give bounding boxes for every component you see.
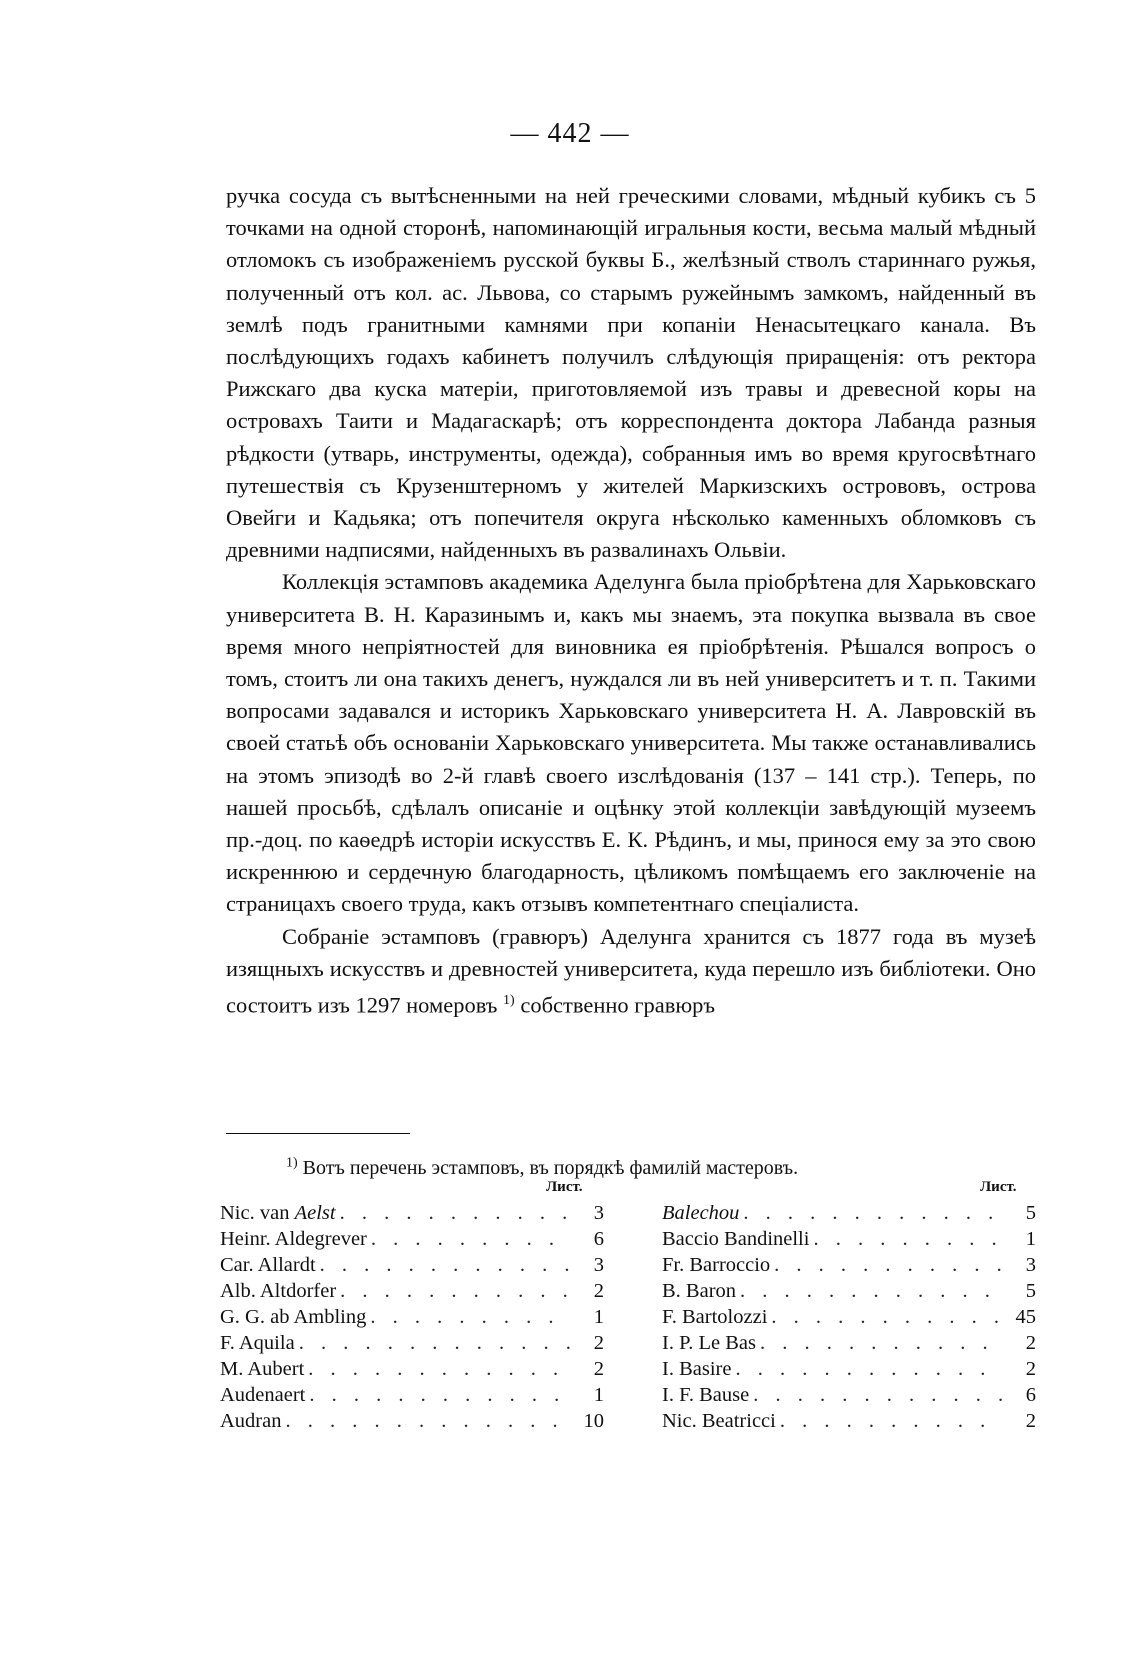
engraver-name xyxy=(662,1252,774,1278)
engraver-name xyxy=(220,1226,371,1252)
dot-leader xyxy=(740,1278,1002,1304)
engraver-entry xyxy=(220,1408,604,1434)
dot-leader xyxy=(285,1408,570,1434)
engraver-entry xyxy=(662,1278,1036,1304)
engraver-entry xyxy=(220,1278,604,1304)
engraver-name-text: Nic. van xyxy=(220,1202,295,1224)
engraver-name-text: I. F. Bause xyxy=(662,1384,750,1406)
sheet-count: 2 xyxy=(1025,1410,1036,1432)
sheet-count: 2 xyxy=(593,1332,604,1354)
engraver-entry xyxy=(662,1356,1036,1382)
engraver-name xyxy=(662,1408,780,1434)
footnote-reference: 1) xyxy=(503,993,515,1009)
sheet-count: 2 xyxy=(1025,1358,1036,1380)
engraver-name xyxy=(662,1304,771,1330)
engraver-name xyxy=(662,1330,760,1356)
dot-leader xyxy=(340,1278,570,1304)
dot-leader xyxy=(771,1304,1002,1330)
engraver-entry xyxy=(220,1200,604,1226)
engraver-name-text: Nic. Beatricci xyxy=(662,1410,776,1432)
engraver-name xyxy=(662,1226,813,1252)
engraver-name xyxy=(662,1200,743,1226)
dot-leader xyxy=(340,1200,570,1226)
sheet-count: 45 xyxy=(1015,1306,1036,1328)
left-column-header: Лист. xyxy=(546,1179,583,1195)
page-number: — 442 — xyxy=(510,118,630,149)
paragraph-3 xyxy=(226,921,1036,1022)
sheet-count: 5 xyxy=(1025,1202,1036,1224)
dot-leader xyxy=(780,1408,1002,1434)
engraver-entry xyxy=(662,1252,1036,1278)
sheet-count: 2 xyxy=(1025,1332,1036,1354)
dot-leader xyxy=(299,1330,570,1356)
dot-leader xyxy=(753,1382,1002,1408)
dot-leader xyxy=(743,1200,1002,1226)
engraver-name-text: Car. Allardt xyxy=(220,1254,316,1276)
engraver-name xyxy=(220,1408,285,1434)
dot-leader xyxy=(813,1226,1002,1252)
sheet-count: 1 xyxy=(593,1384,604,1406)
dot-leader xyxy=(308,1356,570,1382)
engraver-name xyxy=(220,1304,370,1330)
engraver-entry xyxy=(662,1408,1036,1434)
footnote-marker: 1) xyxy=(286,1155,298,1170)
sheet-count: 3 xyxy=(593,1202,604,1224)
engraver-name-text: F. Bartolozzi xyxy=(662,1306,768,1328)
paragraph-3-text: Собраніе эстамповъ (гравюръ) Аделунга хранится съ 1877 года въ музеѣ изящныхъ искусствъ и древностей университета, куда перешло изъ библіотеки. Оно состоитъ изъ 1297 номеровъ xyxy=(226,923,1036,1018)
engraver-entry xyxy=(220,1356,604,1382)
engraver-entry xyxy=(662,1304,1036,1330)
footnote-divider xyxy=(226,1133,410,1134)
main-text xyxy=(226,180,1036,1022)
engraver-entry xyxy=(220,1304,604,1330)
paragraph-3-tail: собственно гравюръ xyxy=(514,992,716,1018)
paragraph-1: ручка сосуда съ вытѣсненными на ней греческими словами, мѣдный кубикъ съ 5 точками на одной сторонѣ, напоминающій игральныя кости, весьма малый мѣдный отломокъ съ изображеніемъ русской буквы Б., желѣзный стволъ стариннаго ружья, полученный отъ кол. ас. Львова, со старымъ ружейнымъ замкомъ, найденный въ землѣ подъ гранитными камнями при копаніи Ненасытецкаго канала. Въ послѣдующихъ годахъ кабинетъ получилъ слѣдующія приращенія: отъ ректора Рижскаго два куска матеріи, приготовляемой изъ травы и древесной коры на островахъ Таити и Мадагаскарѣ; отъ корреспондента доктора Лабанда разныя рѣдкости (утварь, инструменты, одежда), собранныя имъ во время кругосвѣтнаго путешествія съ Крузенштерномъ у жителей Маркизскихъ острововъ, острова Овейги и Кадьяка; отъ попечителя округа нѣсколько каменныхъ обломковъ съ древними надписями, найденныхъ въ развалинахъ Ольвіи. xyxy=(226,183,1036,563)
engraver-name-text: M. Aubert xyxy=(220,1358,305,1380)
engraver-name-text: Baccio Bandinelli xyxy=(662,1228,810,1250)
engraver-name-text: Audran xyxy=(220,1410,282,1432)
paragraph-2: Коллекція эстамповъ академика Аделунга была пріобрѣтена для Харьковскаго университета В. Н. Каразинымъ и, какъ мы знаемъ, эта покупка вызвала въ свое время много непріятностей для виновника ея пріобрѣтенія. Рѣшался вопросъ о томъ, стоитъ ли она такихъ денегъ, нуждался ли въ ней университетъ и т. п. Такими вопросами задавался и историкъ Харьковскаго университета Н. А. Лавровскій въ своей статьѣ объ основаніи Харьковскаго университета. Мы также останавливались на этомъ эпизодѣ во 2-й главѣ своего изслѣдованія (137 – 141 стр.). Теперь, по нашей просьбѣ, сдѣлалъ описаніе и оцѣнку этой коллекціи завѣдующій музеемъ пр.-доц. по каѳедрѣ исторіи искусствъ Е. К. Рѣдинъ, и мы, принося ему за это свою искреннюю и сердечную благодарность, цѣликомъ помѣщаемъ его заключеніе на страницахъ своего труда, какъ отзывъ компетентнаго спеціалиста. xyxy=(226,569,1036,917)
engraver-name-text: Fr. Barroccio xyxy=(662,1254,771,1276)
dot-leader xyxy=(760,1330,1002,1356)
engraver-name-text: Alb. Altdorfer xyxy=(220,1280,337,1302)
dot-leader xyxy=(774,1252,1002,1278)
right-column-header: Лист. xyxy=(980,1179,1017,1195)
engraver-name-text: F. Aquila xyxy=(220,1332,295,1354)
sheet-count: 3 xyxy=(593,1254,604,1276)
engraver-name-text: I. P. Le Bas xyxy=(662,1332,756,1354)
engraver-name-text: Audenaert xyxy=(220,1384,306,1406)
left-engravers-list xyxy=(220,1200,604,1434)
engraver-name-italic: Balechou xyxy=(662,1202,740,1224)
engraver-name-text: I. Basire xyxy=(662,1358,732,1380)
sheet-count: 1 xyxy=(593,1306,604,1328)
sheet-count: 6 xyxy=(1025,1384,1036,1406)
sheet-count: 6 xyxy=(593,1228,604,1250)
engraver-name xyxy=(662,1382,753,1408)
sheet-count: 5 xyxy=(1025,1280,1036,1302)
engraver-name xyxy=(220,1382,309,1408)
engraver-entry xyxy=(662,1382,1036,1408)
engraver-entry xyxy=(662,1200,1036,1226)
sheet-count: 3 xyxy=(1025,1254,1036,1276)
right-engravers-list xyxy=(662,1200,1036,1434)
footnote-text: Вотъ перечень эстамповъ, въ порядкѣ фамилій мастеровъ. xyxy=(297,1156,799,1179)
engraver-name-text: B. Baron xyxy=(662,1280,737,1302)
engraver-name xyxy=(220,1278,340,1304)
engraver-name xyxy=(220,1200,340,1226)
engraver-entry xyxy=(220,1226,604,1252)
sheet-count: 1 xyxy=(1025,1228,1036,1250)
dot-leader xyxy=(370,1304,570,1330)
engraver-name-italic: Aelst xyxy=(294,1202,336,1224)
engraver-entry xyxy=(220,1382,604,1408)
dot-leader xyxy=(309,1382,570,1408)
engraver-name xyxy=(662,1356,735,1382)
engraver-name xyxy=(662,1278,740,1304)
footnote-heading xyxy=(226,1150,1036,1181)
engraver-name-text: Heinr. Aldegrever xyxy=(220,1228,367,1250)
dot-leader xyxy=(320,1252,570,1278)
engraver-entry xyxy=(220,1330,604,1356)
engraver-entry xyxy=(220,1252,604,1278)
engraver-entry xyxy=(662,1330,1036,1356)
dot-leader xyxy=(371,1226,570,1252)
dot-leader xyxy=(735,1356,1002,1382)
engraver-name xyxy=(220,1356,308,1382)
engraver-name xyxy=(220,1252,320,1278)
sheet-count: 2 xyxy=(593,1358,604,1380)
engraver-entry xyxy=(662,1226,1036,1252)
sheet-count: 10 xyxy=(583,1410,604,1432)
engraver-name xyxy=(220,1330,299,1356)
sheet-count: 2 xyxy=(593,1280,604,1302)
engraver-name-text: G. G. ab Ambling xyxy=(220,1306,367,1328)
